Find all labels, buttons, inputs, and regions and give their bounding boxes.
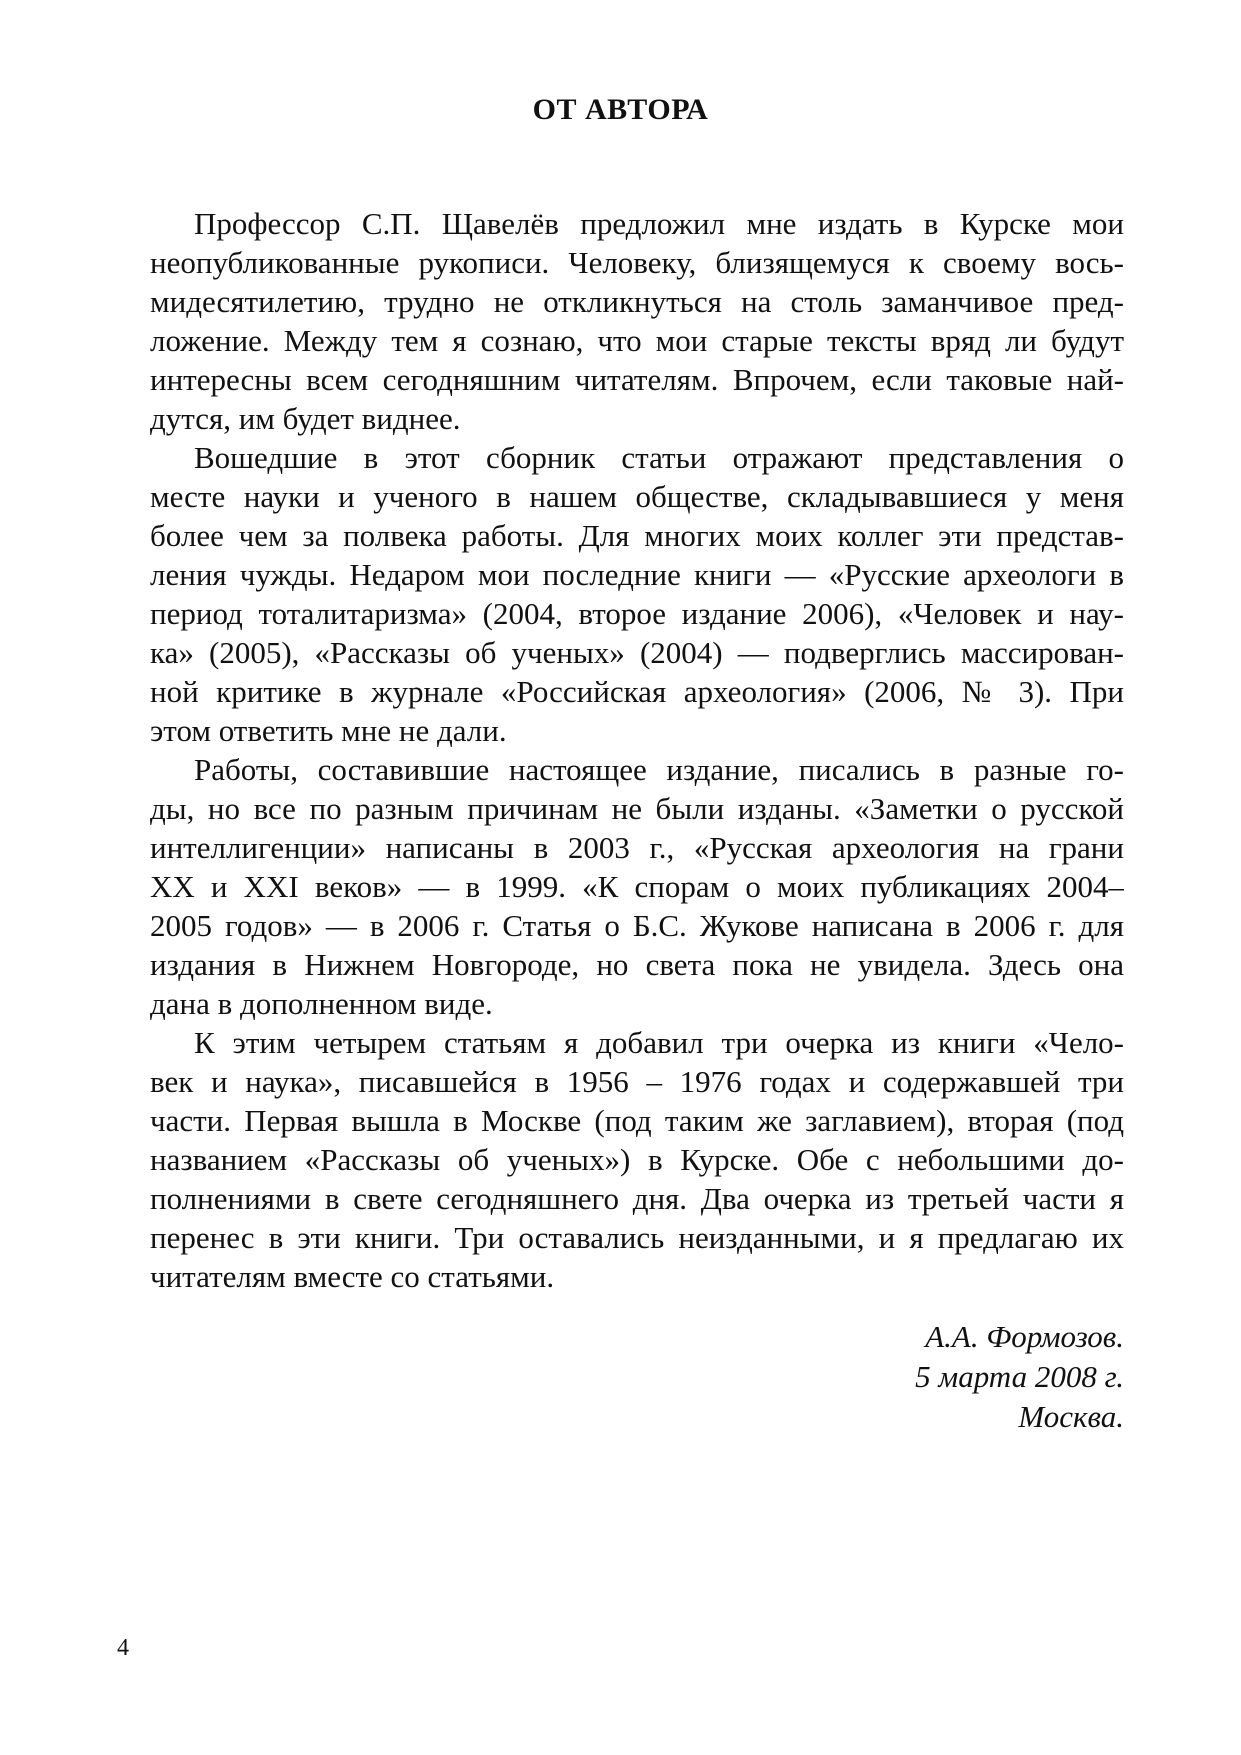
page-number: 4 bbox=[117, 1635, 129, 1661]
text-line: интеллигенции» написаны в 2003 г., «Русская археология на грани bbox=[150, 830, 1124, 865]
text-line: ложение. Между тем я сознаю, что мои старые тексты вряд ли будут bbox=[150, 323, 1124, 358]
text-line: перенес в эти книги. Три оставались неизданными, и я предлагаю их bbox=[150, 1220, 1124, 1255]
body-text bbox=[150, 204, 1124, 1296]
text-line: мидесятилетию, трудно не откликнуться на столь заманчивое пред- bbox=[150, 284, 1124, 319]
text-line: ной критике в журнале «Российская археология» (2006, № 3). При bbox=[150, 674, 1124, 709]
text-line: месте науки и ученого в нашем обществе, складывавшиеся у меня bbox=[150, 479, 1124, 514]
text-line: дана в дополненном виде. bbox=[150, 986, 493, 1021]
paragraph-4 bbox=[150, 1023, 1124, 1296]
text-line: части. Первая вышла в Москве (под таким же заглавием), вторая (под bbox=[150, 1103, 1124, 1138]
text-line: ления чужды. Недаром мои последние книги — «Русские археологи в bbox=[150, 557, 1124, 592]
text-line: дутся, им будет виднее. bbox=[150, 401, 461, 436]
signature-date: 5 марта 2008 г. bbox=[915, 1359, 1124, 1394]
text-line: Вошедшие в этот сборник статьи отражают представления о bbox=[194, 440, 1124, 475]
signature-author: А.А. Формозов. bbox=[925, 1319, 1124, 1354]
text-line: XX и XXI веков» — в 1999. «К спорам о моих публикациях 2004– bbox=[150, 869, 1124, 904]
text-line: Работы, составившие настоящее издание, писались в разные го- bbox=[194, 752, 1124, 787]
text-line: неопубликованные рукописи. Человеку, близящемуся к своему вось- bbox=[150, 245, 1124, 280]
text-line: читателям вместе со статьями. bbox=[150, 1259, 555, 1294]
paragraph-1 bbox=[150, 204, 1124, 438]
text-line: век и наука», писавшейся в 1956 – 1976 годах и содержавшей три bbox=[150, 1064, 1124, 1099]
text-line: названием «Рассказы об ученых») в Курске. Обе с небольшими до- bbox=[150, 1142, 1124, 1177]
text-line: интересны всем сегодняшним читателям. Впрочем, если таковые най- bbox=[150, 362, 1124, 397]
signature bbox=[915, 1317, 1124, 1437]
signature-place: Москва. bbox=[1018, 1399, 1124, 1434]
text-line: 2005 годов» — в 2006 г. Статья о Б.С. Жукове написана в 2006 г. для bbox=[150, 908, 1124, 943]
text-line: полнениями в свете сегодняшнего дня. Два очерка из третьей части я bbox=[150, 1181, 1124, 1216]
text-line: Профессор С.П. Щавелёв предложил мне издать в Курске мои bbox=[194, 206, 1124, 241]
text-line: ды, но все по разным причинам не были изданы. «Заметки о русской bbox=[150, 791, 1124, 826]
text-line: К этим четырем статьям я добавил три очерка из книги «Чело- bbox=[194, 1025, 1124, 1060]
text-line: период тоталитаризма» (2004, второе издание 2006), «Человек и нау- bbox=[150, 596, 1124, 631]
paragraph-2 bbox=[150, 438, 1124, 750]
text-line: издания в Нижнем Новгороде, но света пока не увидела. Здесь она bbox=[150, 947, 1124, 982]
paragraph-3 bbox=[150, 750, 1124, 1023]
text-line: этом ответить мне не дали. bbox=[150, 713, 507, 748]
page-title: ОТ АВТОРА bbox=[532, 93, 709, 126]
text-line: ка» (2005), «Рассказы об ученых» (2004) — подверглись массирован- bbox=[150, 635, 1124, 670]
text-line: более чем за полвека работы. Для многих моих коллег эти представ- bbox=[150, 518, 1124, 553]
